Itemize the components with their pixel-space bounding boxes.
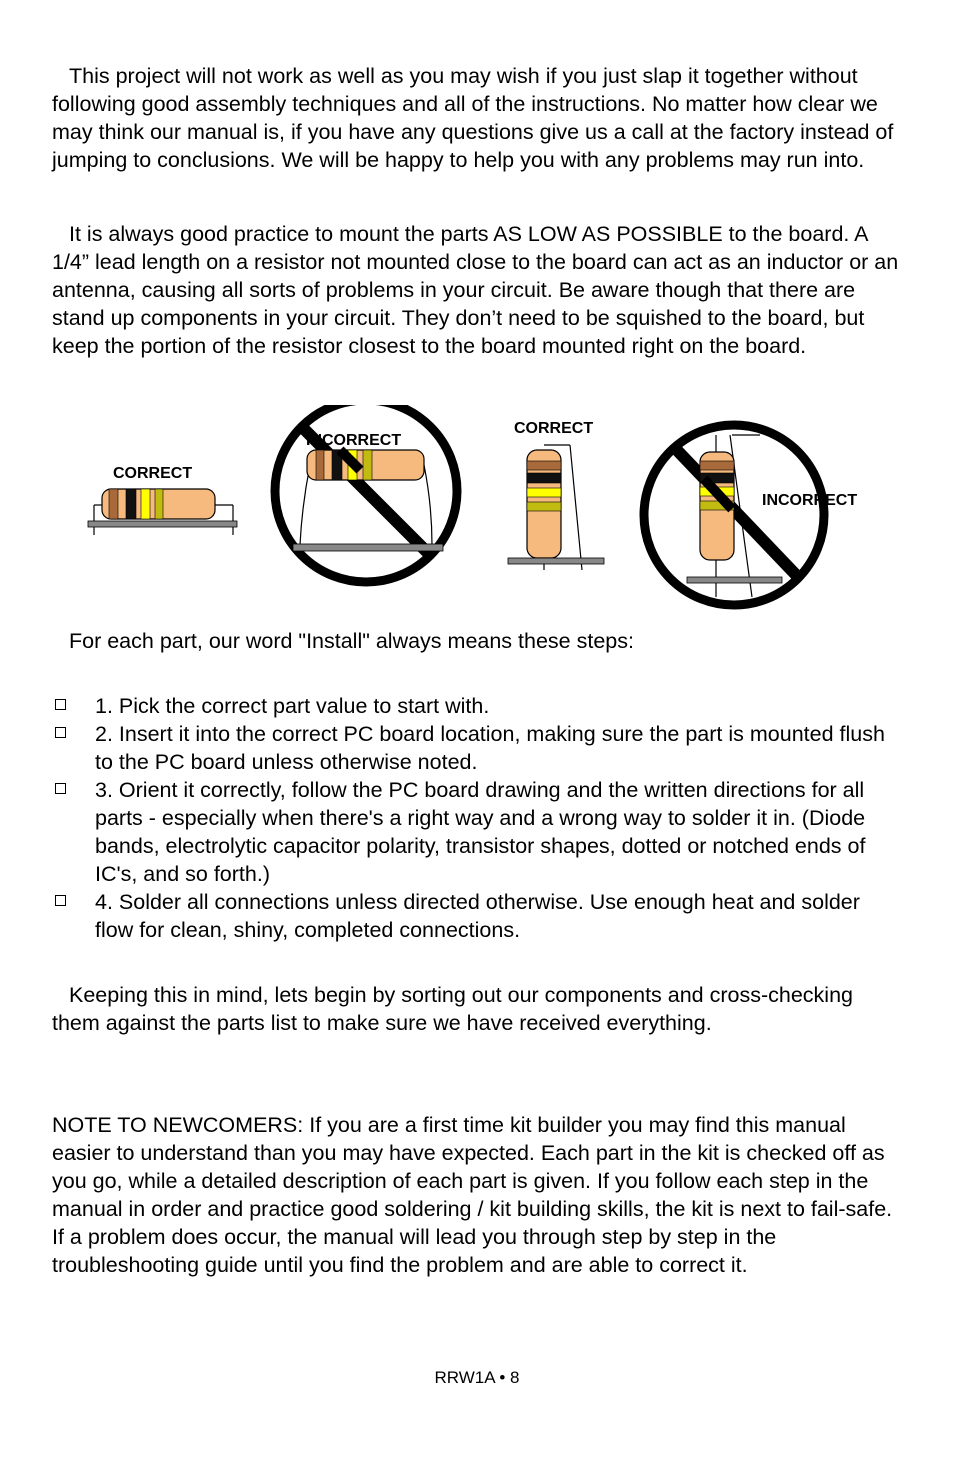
- step-text: 2. Insert it into the correct PC board location, making sure the part is mounted flush to the PC board unless otherwise noted.: [95, 722, 885, 774]
- correct-flat-label: CORRECT: [113, 465, 193, 482]
- install-intro-paragraph: For each part, our word "Install" always means these steps:: [69, 629, 634, 653]
- correct-standup-label: CORRECT: [514, 420, 594, 437]
- step-checkbox[interactable]: [55, 727, 66, 738]
- incorrect-flat-label: INCORRECT: [306, 432, 402, 449]
- step-checkbox[interactable]: [55, 783, 66, 794]
- resistor-mounting-figure: [70, 405, 890, 615]
- step-checkbox[interactable]: [55, 699, 66, 710]
- step-text: 4. Solder all connections unless directed otherwise. Use enough heat and solder flow for clean, shiny, completed connections.: [95, 890, 860, 942]
- install-step-2: [52, 720, 902, 776]
- correct-flat-resistor-illustration: [88, 465, 237, 535]
- incorrect-standup-label: INCORRECT: [762, 492, 858, 509]
- mounting-paragraph: It is always good practice to mount the parts AS LOW AS POSSIBLE to the board. A 1/4” lead length on a resistor not mounted close to the board can act as an inductor or an antenna, causing all sorts of problems in your circuit. Be aware though that there are stand up components in your circuit. They don’t need to be squished to the board, but keep the portion of the resistor closest to the board mounted right on the board.: [52, 222, 899, 358]
- step-text: 3. Orient it correctly, follow the PC board drawing and the written directions for all parts - especially when there's a right way and a wrong way to solder it in. (Diode bands, electrolytic capacitor polarity, transistor shapes, dotted or notched ends of IC's, and so forth.): [95, 778, 866, 886]
- step-text: 1. Pick the correct part value to start with.: [95, 694, 490, 718]
- incorrect-flat-resistor-illustration: [275, 405, 457, 582]
- sorting-paragraph: Keeping this in mind, lets begin by sorting out our components and cross-checking them against the parts list to make sure we have received everything.: [52, 983, 853, 1035]
- incorrect-standup-resistor-illustration: [644, 425, 857, 605]
- newcomers-note: NOTE TO NEWCOMERS: If you are a first time kit builder you may find this manual easier to understand than you may have expected. Each part in the kit is checked off as you go, while a detailed description of each part is given. If you follow each step in the manual in order and practice good soldering / kit building skills, the kit is next to fail-safe. If a problem does occur, the manual will lead you through step by step in the troubleshooting guide until you find the problem and are able to correct it.: [52, 1113, 893, 1277]
- step-checkbox[interactable]: [55, 895, 66, 906]
- install-step-4: [52, 888, 902, 944]
- page-footer: RRW1A • 8: [434, 1368, 520, 1387]
- install-steps-checklist: [52, 692, 902, 944]
- install-step-3: [52, 776, 902, 888]
- install-step-1: [52, 692, 902, 720]
- intro-paragraph: This project will not work as well as you may wish if you just slap it together without following good assembly techniques and all of the instructions. No matter how clear we may think our manual is, if you have any questions give us a call at the factory instead of jumping to conclusions. We will be happy to help you with any problems may run into.: [52, 64, 894, 172]
- correct-standup-resistor-illustration: [508, 420, 604, 570]
